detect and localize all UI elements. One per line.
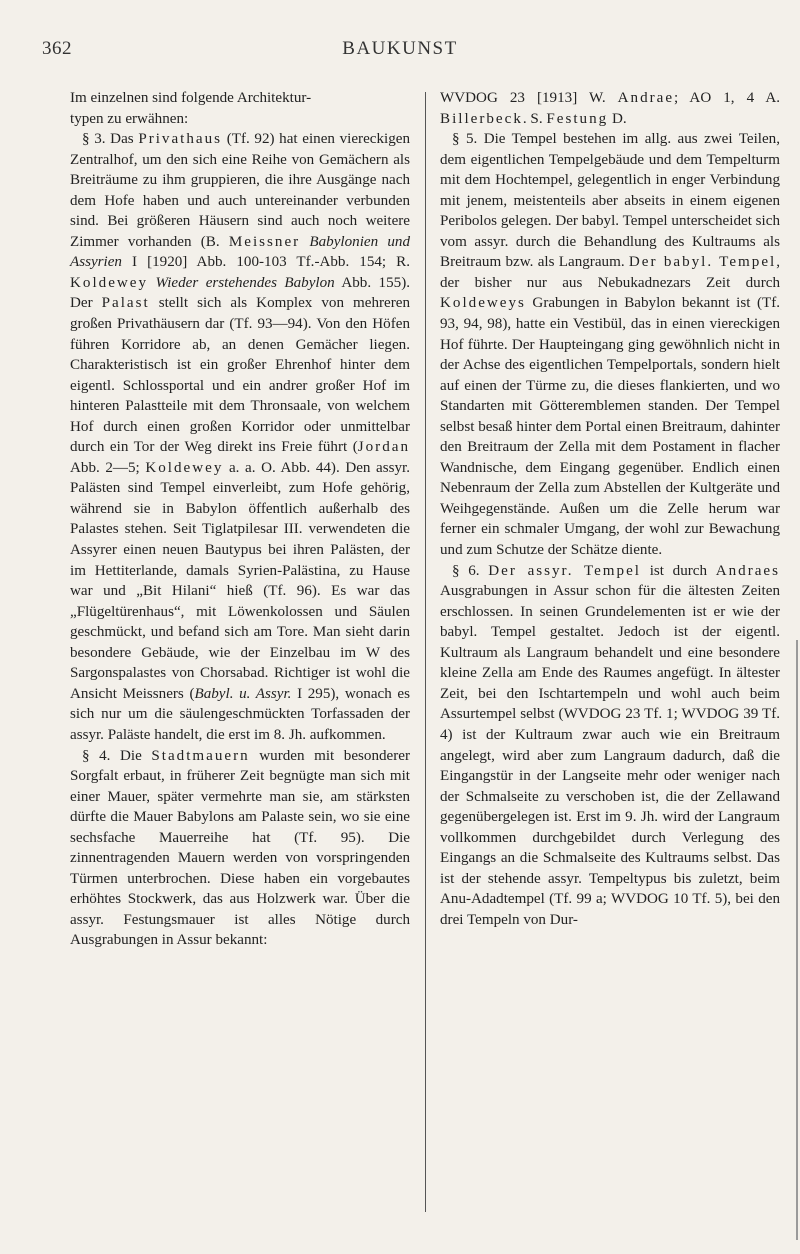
text-run: I 295), wonach es sich nur um die säulengeschmückten Torfassaden der assyr. Paläste handelt, die erst im 8. Jh. aufkommen. xyxy=(70,685,411,743)
right-column xyxy=(440,88,780,930)
term-babyl-tempel: Der babyl. Tempel xyxy=(628,254,777,271)
section-6-paragraph xyxy=(440,561,780,931)
text-run: Abb. 2—5; xyxy=(70,459,146,476)
page-header xyxy=(0,38,800,68)
text-run: ist durch xyxy=(641,562,716,579)
term-privathaus: Privathaus xyxy=(138,131,223,148)
continuation-paragraph xyxy=(440,88,780,129)
author-meissner: Meissner xyxy=(228,233,301,250)
author-billerbeck: Billerbeck xyxy=(440,110,523,127)
intro-paragraph xyxy=(70,88,410,129)
term-palast: Palast xyxy=(101,295,150,312)
title-babylonien-und-assyrien: Babylonien und Assyrien xyxy=(70,233,411,271)
text-run: Grabungen in Babylon bekannt ist (Tf. 93, 94, 98), hatte ein Vestibül, das in einen viereckigen Hof führte. Der Haupteingang ging gewöhnlich nicht in der Achse des eigentlichen Tempelportals, sondern hielt auf einen der Türme zu, die dieses flankierten, und wo Standarten mit Götteremblemen standen. Der Tempel selbst besaß hinter dem Portal einen Breitraum, dahinter den Breitraum der Zella mit dem Postament in flacher Wandnische, dem Eingang gegenüber. Endlich einen Nebenraum der Zella zum Abstellen der Kultgeräte und Weihgegenstände. Außen um die Zelle herum war ferner ein schmaler Umgang, der wohl zur Bewachung und zum Schutze der Schätze diente. xyxy=(440,295,780,559)
section-3-number: § 3. Das xyxy=(82,131,139,148)
column-divider xyxy=(425,92,426,1212)
text-run: § 5. Die Tempel bestehen im allg. aus zwei Teilen, dem eigentlichen Tempelgebäude und dem Tempelturm mit dem Hochtempel, gelegentlich in enger Verbindung mit jenem, meistenteils aber abseits in einem eigenen Peribolos gelegen. Der babyl. Tempel unterscheidet sich vom assyr. durch die Behandlung des Kultraums als Breitraum bzw. als Langraum. xyxy=(440,131,780,271)
author-andraes: Andraes xyxy=(715,562,780,579)
author-koldeweys: Koldeweys xyxy=(440,295,526,312)
text-run: . S. xyxy=(522,110,547,127)
text-run: Ausgrabungen in Assur schon für die ältesten Zeiten erschlossen. In seinen Grundelementen ist er wie der babyl. Tempel gestaltet. Jedoch ist der eigentl. Kultraum als Langraum behandelt und eine besondere kleine Zella am Ende des Raumes angefügt. In ältester Zeit, bei den Ischtartempeln und wohl auch beim Assurtempel selbst (WVDOG 23 Tf. 1; WVDOG 39 Tf. 4) ist der Kultraum zwar auch wie ein Breitraum angelegt, wird aber zum Langraum dadurch, daß die Eingangstür in der Langseite mehr oder weniger nach der Schmalseite zu verschoben ist, die der Zellawand gegenübergelegen ist. Erst im 9. Jh. wird der Langraum vollkommen durchgebildet durch Verlegung des Eingangs an die Schmalseite des Kultraums selbst. Das ist der stehende assyr. Tempeltypus bis zuletzt, beim Anu-Adadtempel (Tf. 99 a; WVDOG 10 Tf. 5), bei den drei Tempeln von Dur- xyxy=(440,583,780,928)
section-6-number: § 6. xyxy=(452,562,489,579)
intro-line-2: typen zu erwähnen: xyxy=(70,110,189,127)
left-column xyxy=(70,88,410,951)
running-title: BAUKUNST xyxy=(342,38,458,59)
text-run xyxy=(148,275,155,291)
page-edge-shadow xyxy=(796,640,798,1240)
text-run: ; AO 1, 4 A. xyxy=(674,90,780,106)
author-andrae: Andrae xyxy=(617,90,675,106)
text-run: , der bisher nur aus Nebukadnezars Zeit durch xyxy=(440,254,780,291)
title-babyl-u-assyr: Babyl. u. Assyr. xyxy=(194,685,292,702)
text-run: Abb. 155). Der xyxy=(70,274,410,312)
title-wieder-erstehendes-babylon: Wieder erstehendes Babylon xyxy=(155,274,335,291)
author-koldewey: Koldewey xyxy=(70,274,149,291)
text-run: WVDOG 23 [1913] W. xyxy=(440,90,618,106)
ref-festung: Festung xyxy=(546,110,609,127)
text-run: stellt sich als Komplex von mehreren großen Privathäusern dar (Tf. 93—94). Von den Höfen führen Korridore ab, an denen Gemächer liegen. Charakteristisch ist ein großer Ehrenhof hinter dem eigentl. Schlossportal und ein andrer großer Hof im hinteren Palastteile mit dem Thronsaale, von welchem Hof durch einen großen Korridor oder unmittelbar durch ein Tor der Weg direkt ins Freie führt ( xyxy=(70,295,410,456)
page-number: 362 xyxy=(42,38,72,59)
section-4-number: § 4. Die xyxy=(82,747,152,764)
term-stadtmauern: Stadtmauern xyxy=(151,747,250,764)
section-5-paragraph xyxy=(440,129,780,560)
section-3-paragraph xyxy=(70,129,410,745)
text-run: D. xyxy=(608,110,627,127)
section-4-paragraph xyxy=(70,746,410,951)
author-koldewey: Koldewey xyxy=(145,459,224,476)
text-run: a. a. O. Abb. 44). Den assyr. Palästen sind Tempel einverleibt, zum Hofe gehörig, während sie in Babylon öffentlich außerhalb des Palastes stehen. Seit Tiglatpilesar III. verwendeten die Assyrer einen neuen Bautypus bei ihren Palästen, der im Hettiterlande, damals Syrien-Palästina, zu Hause war und „Bit Hilani“ hieß (Tf. 96). Es war das „Flügeltürenhaus“, mit Löwenkolossen und Säulen geschmückt, und befand sich am Tore. Man sieht darin besondere Gebäude, wie der Einzelbau im W des Sargonspalastes von Chorsabad. Richtiger ist wohl die Ansicht Meissners ( xyxy=(70,459,411,702)
intro-line-1: Im einzelnen sind folgende Architektur- xyxy=(70,90,312,106)
term-assyr-tempel: Der assyr. Tempel xyxy=(488,562,641,579)
author-jordan: Jordan xyxy=(357,439,410,456)
text-run: I [1920] Abb. 100-103 Tf.-Abb. 154; R. xyxy=(121,254,410,271)
text-run: wurden mit besonderer Sorgfalt erbaut, in früherer Zeit begnügte man sich mit einer Mauer, später vermehrte man sie, am stärksten dürfte die Mauer Babylons am Palaste sein, wo sie eine sechsfache Mauerreihe hat (Tf. 95). Die zinnentragenden Mauern werden von vorspringenden Türmen unterbrochen. Diese haben ein vorgebautes erhöhtes Stockwerk, das aus Holzwerk war. Über die assyr. Festungsmauer ist alles Nötige durch Ausgrabungen in Assur bekannt: xyxy=(70,747,410,949)
text-run: (Tf. 92) hat einen viereckigen Zentralhof, um den sich eine Reihe von Gemächern als Breiträume zu ihm gruppieren, die ihre Ausgänge nach dem Hofe haben und auch untereinander verbunden sind. Bei größeren Häusern sind auch noch weitere Zimmer vorhanden (B. xyxy=(70,131,410,250)
